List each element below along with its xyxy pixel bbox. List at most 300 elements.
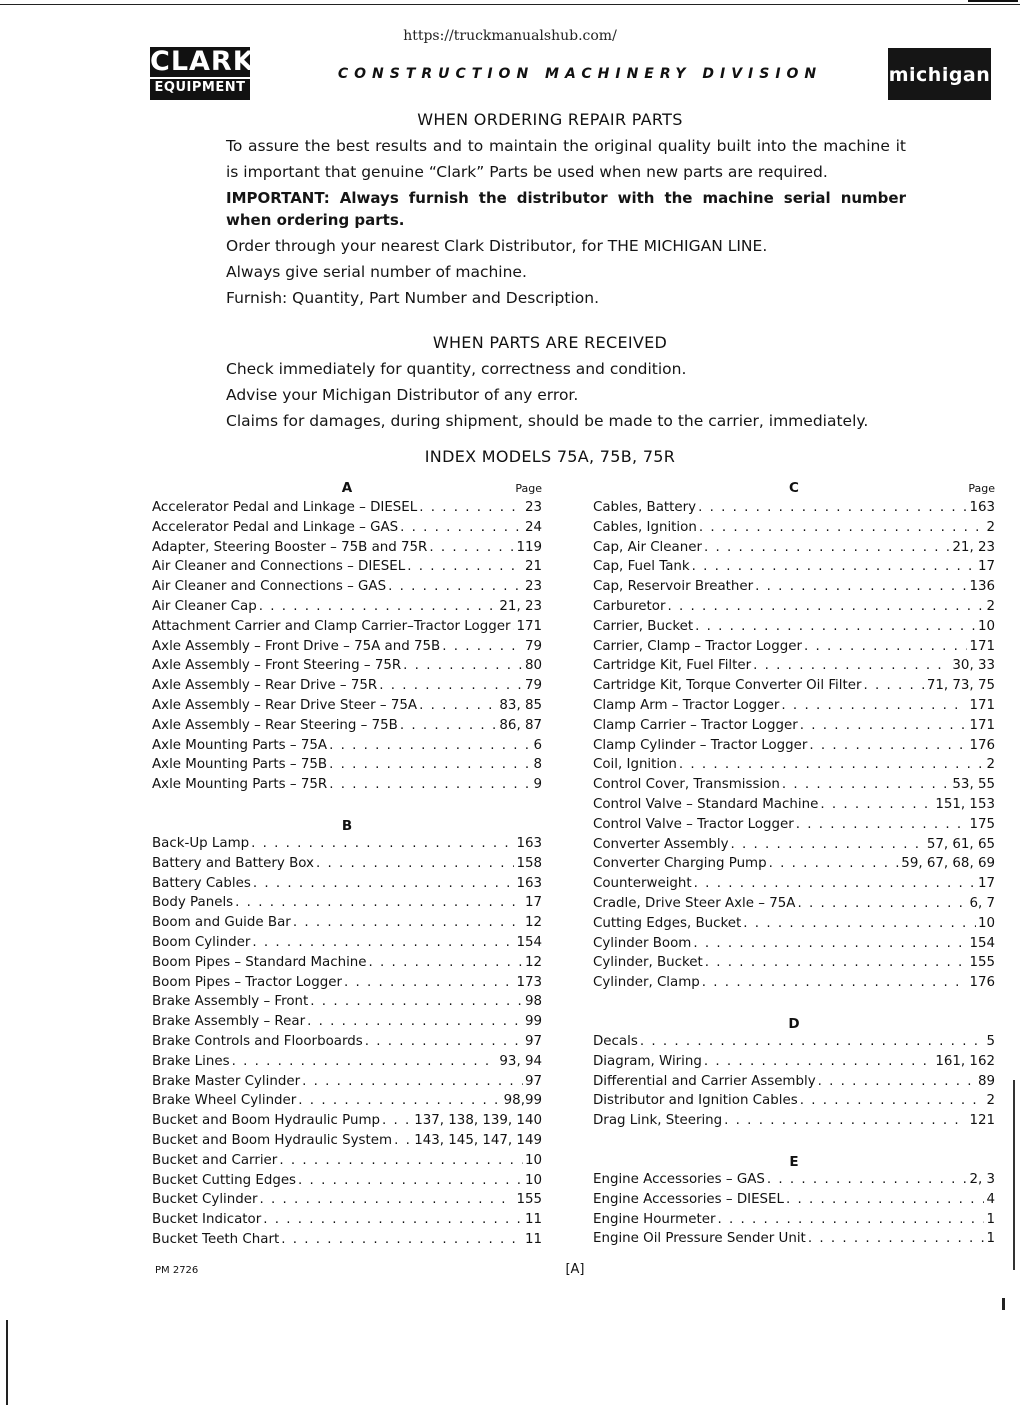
index-entry[interactable]: [152, 619, 542, 639]
ordering-title: WHEN ORDERING REPAIR PARTS: [417, 110, 683, 129]
dot-leader: [731, 837, 925, 852]
entry-name: Brake Assembly – Rear: [152, 1014, 306, 1030]
entry-pages: 97: [524, 1033, 542, 1049]
dot-leader: [442, 639, 523, 654]
ordering-important: IMPORTANT: Always furnish the distributor with the machine serial number when ordering parts.: [226, 189, 906, 229]
index-title: INDEX MODELS 75A, 75B, 75R: [424, 447, 676, 466]
entry-name: Bucket and Boom Hydraulic System: [152, 1132, 393, 1148]
entry-name: Boom Cylinder: [152, 934, 251, 950]
entry-name: Decals: [593, 1033, 638, 1049]
entry-pages: 83, 85: [499, 697, 542, 713]
entry-pages: 17: [977, 559, 995, 575]
entry-pages: 5: [986, 1033, 995, 1049]
index-entry[interactable]: [593, 916, 995, 936]
received-title: WHEN PARTS ARE RECEIVED: [432, 333, 668, 352]
entry-pages: 98: [524, 994, 542, 1010]
dot-leader: [232, 1054, 498, 1069]
entry-pages: 163: [969, 500, 995, 515]
dot-leader: [329, 777, 531, 792]
index-entry[interactable]: [152, 1014, 542, 1034]
document-code: PM 2726: [155, 1265, 199, 1276]
entry-name: Cylinder, Bucket: [593, 955, 703, 971]
entry-name: Control Cover, Transmission: [593, 777, 780, 793]
scan-edge-line: [0, 4, 1020, 5]
index-entry[interactable]: [152, 698, 542, 718]
dot-leader: [693, 936, 967, 951]
entry-name: Battery and Battery Box: [152, 855, 314, 871]
entry-pages: 1: [986, 1211, 995, 1227]
entry-pages: 11: [524, 1231, 542, 1247]
ordering-line-1: Order through your nearest Clark Distributor, for THE MICHIGAN LINE.: [226, 237, 768, 255]
dot-leader: [259, 599, 498, 614]
index-entry[interactable]: [152, 1093, 542, 1113]
source-url[interactable]: https://truckmanualshub.com/: [403, 28, 617, 44]
entry-pages: 9: [533, 777, 542, 793]
entry-name: Carrier, Clamp – Tractor Logger: [593, 638, 802, 654]
received-line-2: Advise your Michigan Distributor of any error.: [226, 386, 579, 404]
entry-name: Battery Cables: [152, 875, 251, 891]
index-entry[interactable]: [593, 797, 995, 817]
entry-pages: 171: [969, 638, 995, 654]
index-entry[interactable]: [593, 559, 995, 579]
dot-leader: [344, 975, 514, 990]
index-entry[interactable]: [152, 1074, 542, 1094]
dot-leader: [695, 619, 976, 634]
page-number: [A]: [565, 1262, 585, 1277]
entry-name: Axle Mounting Parts – 75A: [152, 737, 328, 753]
entry-pages: 2: [986, 1093, 995, 1109]
entry-pages: 161, 162: [935, 1053, 995, 1069]
entry-pages: 17: [524, 895, 542, 911]
entry-name: Boom and Guide Bar: [152, 915, 291, 931]
entry-pages: 86, 87: [499, 717, 542, 733]
index-entry[interactable]: [152, 1173, 542, 1193]
entry-name: Boom Pipes – Standard Machine: [152, 954, 367, 970]
entry-name: Accelerator Pedal and Linkage – GAS: [152, 519, 399, 535]
entry-name: Brake Lines: [152, 1053, 230, 1069]
dot-leader: [767, 1172, 968, 1187]
entry-pages: 143, 145, 147, 149: [414, 1132, 542, 1148]
index-letter-heading: [593, 480, 995, 500]
entry-name: Cartridge Kit, Torque Converter Oil Filter: [593, 678, 862, 694]
entry-pages: 2, 3: [969, 1171, 995, 1187]
entry-name: Cylinder Boom: [593, 935, 692, 951]
index-entry[interactable]: [152, 777, 542, 797]
entry-pages: 30, 33: [952, 658, 995, 674]
entry-name: Diagram, Wiring: [593, 1053, 702, 1069]
group-spacer: [152, 797, 542, 816]
dot-leader: [786, 1192, 984, 1207]
dot-leader: [704, 1054, 933, 1069]
entry-name: Carrier, Bucket: [593, 618, 694, 634]
dot-leader: [705, 955, 968, 970]
entry-name: Differential and Carrier Assembly: [593, 1073, 816, 1089]
dot-leader: [698, 500, 967, 515]
index-entry[interactable]: [593, 1192, 995, 1212]
index-entry[interactable]: [593, 540, 995, 560]
scan-edge-mark: [968, 0, 1018, 8]
index-entry[interactable]: [152, 836, 542, 856]
index-entry[interactable]: [152, 658, 542, 678]
dot-leader: [781, 698, 967, 713]
entry-pages: 155: [516, 1192, 542, 1208]
entry-name: Bucket Indicator: [152, 1212, 262, 1228]
entry-name: Boom Pipes – Tractor Logger: [152, 974, 342, 990]
entry-name: Axle Assembly – Rear Drive Steer – 75A: [152, 697, 418, 713]
entry-pages: 6: [533, 737, 542, 753]
dot-leader: [797, 896, 967, 911]
entry-name: Air Cleaner Cap: [152, 598, 257, 614]
index-entry[interactable]: [593, 856, 995, 876]
dot-leader: [800, 1093, 985, 1108]
index-entry[interactable]: [593, 599, 995, 619]
index-entry[interactable]: [152, 559, 542, 579]
dot-leader: [717, 1212, 984, 1227]
index-entry[interactable]: [152, 955, 542, 975]
dot-leader: [235, 895, 523, 910]
index-entry[interactable]: [152, 500, 542, 520]
dot-leader: [702, 975, 968, 990]
entry-pages: 151, 153: [935, 796, 995, 812]
entry-pages: 97: [524, 1073, 542, 1089]
index-letter-heading: B: [341, 817, 353, 834]
dot-leader: [298, 1093, 501, 1108]
entry-pages: 154: [969, 935, 995, 951]
index-column-left: [152, 480, 542, 1252]
entry-pages: 93, 94: [499, 1053, 542, 1069]
index-entry[interactable]: [593, 817, 995, 837]
entry-pages: 12: [524, 915, 542, 931]
entry-pages: 171: [969, 697, 995, 713]
dot-leader: [800, 718, 968, 733]
entry-name: Control Valve – Tractor Logger: [593, 816, 794, 832]
entry-pages: 171: [516, 618, 542, 634]
ordering-line-2: Always give serial number of machine.: [226, 263, 527, 281]
entry-pages: 2: [986, 519, 995, 535]
entry-name: Bucket and Boom Hydraulic Pump: [152, 1113, 380, 1129]
entry-pages: 80: [524, 658, 542, 674]
index-entry[interactable]: [593, 1034, 995, 1054]
index-entry[interactable]: [593, 639, 995, 659]
group-spacer: [593, 1133, 995, 1152]
index-entry[interactable]: [152, 895, 542, 915]
index-column-right: [593, 480, 995, 1251]
dot-leader: [263, 1212, 523, 1227]
entry-name: Distributor and Ignition Cables: [593, 1093, 798, 1109]
index-entry[interactable]: [152, 1192, 542, 1212]
entry-name: Brake Wheel Cylinder: [152, 1093, 297, 1109]
index-entry[interactable]: [593, 1172, 995, 1192]
index-entry[interactable]: [152, 1232, 542, 1252]
entry-name: Drag Link, Steering: [593, 1113, 723, 1129]
index-entry[interactable]: [593, 1074, 995, 1094]
entry-pages: 8: [533, 757, 542, 773]
entry-name: Cradle, Drive Steer Axle – 75A: [593, 895, 796, 911]
entry-name: Clamp Carrier – Tractor Logger: [593, 717, 798, 733]
scan-edge-mark-right: [1002, 1298, 1005, 1310]
index-letter-heading: [152, 480, 542, 500]
logo-line1: CLARK: [150, 46, 255, 77]
dot-leader: [260, 1192, 515, 1207]
entry-pages: 21, 23: [499, 598, 542, 614]
dot-leader: [407, 559, 523, 574]
index-entry[interactable]: [152, 856, 542, 876]
entry-pages: 163: [516, 875, 542, 891]
entry-pages: 171: [969, 717, 995, 733]
entry-pages: 21, 23: [952, 539, 995, 555]
index-entry[interactable]: [593, 757, 995, 777]
entry-name: Clamp Cylinder – Tractor Logger: [593, 737, 808, 753]
entry-name: Axle Mounting Parts – 75B: [152, 757, 328, 773]
entry-name: Cap, Air Cleaner: [593, 539, 702, 555]
index-entry[interactable]: [593, 1054, 995, 1074]
index-entry[interactable]: [593, 896, 995, 916]
index-entry[interactable]: [152, 1153, 542, 1173]
index-letter-heading: E: [789, 1153, 799, 1170]
entry-pages: 136: [969, 579, 995, 595]
entry-pages: 11: [524, 1212, 542, 1228]
index-entry[interactable]: [593, 698, 995, 718]
dot-leader: [365, 1034, 523, 1049]
index-entry[interactable]: [152, 579, 542, 599]
entry-pages: 53, 55: [952, 777, 995, 793]
index-entry[interactable]: [152, 1113, 542, 1133]
entry-pages: 175: [969, 816, 995, 832]
dot-leader: [251, 836, 514, 851]
entry-pages: 71, 73, 75: [926, 678, 995, 694]
entry-pages: 154: [516, 934, 542, 950]
entry-name: Carburetor: [593, 598, 666, 614]
dot-leader: [369, 955, 523, 970]
entry-name: Engine Accessories – GAS: [593, 1171, 765, 1187]
received-section: [226, 356, 906, 434]
index-entry[interactable]: [593, 777, 995, 797]
entry-pages: 10: [524, 1172, 542, 1188]
dot-leader: [403, 658, 523, 673]
index-entry[interactable]: [593, 1231, 995, 1251]
entry-pages: 176: [969, 975, 995, 991]
page-column-label: Page: [515, 482, 542, 495]
entry-pages: 59, 67, 68, 69: [901, 856, 995, 872]
dot-leader: [419, 500, 523, 515]
entry-name: Axle Assembly – Front Drive – 75A and 75B: [152, 638, 441, 654]
entry-name: Cables, Battery: [593, 500, 697, 515]
index-entry[interactable]: [593, 678, 995, 698]
entry-name: Coil, Ignition: [593, 757, 677, 773]
index-entry[interactable]: [593, 1093, 995, 1113]
index-entry[interactable]: [152, 738, 542, 758]
index-entry[interactable]: [593, 955, 995, 975]
entry-name: Cables, Ignition: [593, 519, 697, 535]
entry-pages: 24: [524, 519, 542, 535]
dot-leader: [302, 1074, 523, 1089]
dot-leader: [310, 994, 523, 1009]
index-entry[interactable]: [152, 599, 542, 619]
dot-leader: [704, 540, 950, 555]
entry-pages: 2: [986, 757, 995, 773]
entry-pages: 173: [516, 974, 542, 990]
index-entry[interactable]: [593, 876, 995, 896]
dot-leader: [755, 579, 967, 594]
dot-leader: [782, 777, 951, 792]
dot-leader: [692, 559, 976, 574]
received-line-3: Claims for damages, during shipment, should be made to the carrier, immediately.: [226, 412, 869, 430]
entry-name: Bucket Cylinder: [152, 1192, 258, 1208]
entry-name: Engine Accessories – DIESEL: [593, 1191, 784, 1207]
dot-leader: [329, 757, 531, 772]
index-entry[interactable]: [593, 936, 995, 956]
entry-pages: 10: [977, 915, 995, 931]
index-letter-heading: D: [788, 1015, 800, 1032]
index-entry[interactable]: [593, 658, 995, 678]
index-entry[interactable]: [593, 619, 995, 639]
entry-pages: 155: [969, 955, 995, 971]
entry-name: Cutting Edges, Bucket: [593, 915, 742, 931]
entry-pages: 1: [986, 1231, 995, 1247]
entry-name: Brake Assembly – Front: [152, 994, 309, 1010]
dot-leader: [298, 1173, 523, 1188]
entry-pages: 176: [969, 737, 995, 753]
index-entry[interactable]: [593, 520, 995, 540]
index-entry[interactable]: [152, 757, 542, 777]
entry-pages: 98,99: [503, 1093, 542, 1109]
dot-leader: [316, 856, 514, 871]
entry-name: Axle Assembly – Front Steering – 75R: [152, 658, 402, 674]
index-entry[interactable]: [593, 975, 995, 995]
dot-leader: [252, 935, 514, 950]
entry-pages: 17: [977, 876, 995, 892]
index-entry[interactable]: [152, 1034, 542, 1054]
index-entry[interactable]: [152, 975, 542, 995]
michigan-logo: michigan: [888, 48, 991, 100]
dot-leader: [512, 619, 514, 634]
entry-name: Converter Assembly: [593, 836, 729, 852]
entry-name: Back-Up Lamp: [152, 835, 250, 851]
index-entry[interactable]: [593, 738, 995, 758]
entry-name: Counterweight: [593, 876, 692, 892]
entry-pages: 2: [986, 598, 995, 614]
index-entry[interactable]: [152, 678, 542, 698]
dot-leader: [400, 520, 523, 535]
scan-edge-line-right: [1013, 1080, 1015, 1270]
index-entry[interactable]: [152, 876, 542, 896]
entry-name: Bucket and Carrier: [152, 1152, 278, 1168]
entry-name: Air Cleaner and Connections – GAS: [152, 579, 387, 595]
entry-pages: 21: [524, 559, 542, 575]
dot-leader: [279, 1153, 523, 1168]
received-line-1: Check immediately for quantity, correctness and condition.: [226, 360, 687, 378]
index-entry[interactable]: [593, 837, 995, 857]
dot-leader: [808, 1231, 985, 1246]
entry-name: Cap, Reservoir Breather: [593, 579, 754, 595]
entry-name: Axle Assembly – Rear Drive – 75R: [152, 678, 378, 694]
entry-name: Axle Assembly – Rear Steering – 75B: [152, 717, 398, 733]
index-letter: A: [341, 480, 353, 496]
entry-name: Engine Oil Pressure Sender Unit: [593, 1231, 806, 1247]
entry-pages: 119: [516, 539, 542, 555]
dot-leader: [394, 1133, 412, 1148]
entry-name: Control Valve – Standard Machine: [593, 796, 819, 812]
entry-pages: 12: [524, 954, 542, 970]
index-entry[interactable]: [593, 1113, 995, 1133]
index-letter: C: [789, 480, 799, 496]
entry-pages: 79: [524, 678, 542, 694]
entry-name: Brake Controls and Floorboards: [152, 1033, 363, 1049]
dot-leader: [419, 698, 497, 713]
index-entry[interactable]: [152, 1133, 542, 1153]
dot-leader: [679, 757, 985, 772]
division-title: CONSTRUCTION MACHINERY DIVISION: [337, 66, 823, 82]
dot-leader: [293, 915, 523, 930]
entry-pages: 23: [524, 500, 542, 515]
index-entry[interactable]: [593, 500, 995, 520]
index-entry[interactable]: [152, 1054, 542, 1074]
index-entry[interactable]: [152, 1212, 542, 1232]
entry-name: Converter Charging Pump: [593, 856, 767, 872]
page-column-label: Page: [968, 482, 995, 495]
index-entry[interactable]: [152, 935, 542, 955]
index-entry[interactable]: [152, 718, 542, 738]
entry-name: Adapter, Steering Booster – 75B and 75R: [152, 539, 428, 555]
index-entry[interactable]: [593, 1212, 995, 1232]
entry-name: Clamp Arm – Tractor Logger: [593, 697, 780, 713]
dot-leader: [379, 678, 523, 693]
dot-leader: [388, 579, 523, 594]
entry-name: Bucket Cutting Edges: [152, 1172, 297, 1188]
index-entry[interactable]: [152, 915, 542, 935]
index-entry[interactable]: [152, 639, 542, 659]
dot-leader: [253, 876, 515, 891]
entry-pages: 57, 61, 65: [926, 836, 995, 852]
dot-leader: [699, 520, 985, 535]
group-spacer: [593, 995, 995, 1014]
entry-pages: 10: [977, 618, 995, 634]
index-entry[interactable]: [593, 579, 995, 599]
dot-leader: [796, 817, 968, 832]
dot-leader: [307, 1014, 523, 1029]
dot-leader: [769, 856, 900, 871]
index-entry[interactable]: [152, 540, 542, 560]
index-entry[interactable]: [152, 520, 542, 540]
entry-name: Attachment Carrier and Clamp Carrier–Tractor Logger: [152, 618, 511, 634]
entry-name: Cartridge Kit, Fuel Filter: [593, 658, 752, 674]
dot-leader: [804, 639, 967, 654]
entry-pages: 10: [524, 1152, 542, 1168]
index-entry[interactable]: [593, 718, 995, 738]
logo-line2: EQUIPMENT: [150, 77, 250, 97]
entry-name: Accelerator Pedal and Linkage – DIESEL: [152, 500, 418, 515]
entry-name: Brake Master Cylinder: [152, 1073, 301, 1089]
entry-name: Air Cleaner and Connections – DIESEL: [152, 559, 406, 575]
entry-pages: 6, 7: [969, 895, 995, 911]
entry-pages: 89: [977, 1073, 995, 1089]
dot-leader: [820, 797, 933, 812]
dot-leader: [281, 1232, 523, 1247]
entry-pages: 163: [516, 835, 542, 851]
index-entry[interactable]: [152, 994, 542, 1014]
entry-name: Cap, Fuel Tank: [593, 559, 690, 575]
scan-edge-mark-left: [6, 1320, 8, 1405]
entry-pages: 121: [969, 1113, 995, 1129]
entry-pages: 137, 138, 139, 140: [414, 1113, 542, 1129]
entry-name: Body Panels: [152, 895, 234, 911]
entry-name: Axle Mounting Parts – 75R: [152, 777, 328, 793]
dot-leader: [694, 876, 976, 891]
entry-pages: 158: [516, 855, 542, 871]
entry-pages: 79: [524, 638, 542, 654]
entry-name: Engine Hourmeter: [593, 1211, 716, 1227]
dot-leader: [429, 540, 514, 555]
